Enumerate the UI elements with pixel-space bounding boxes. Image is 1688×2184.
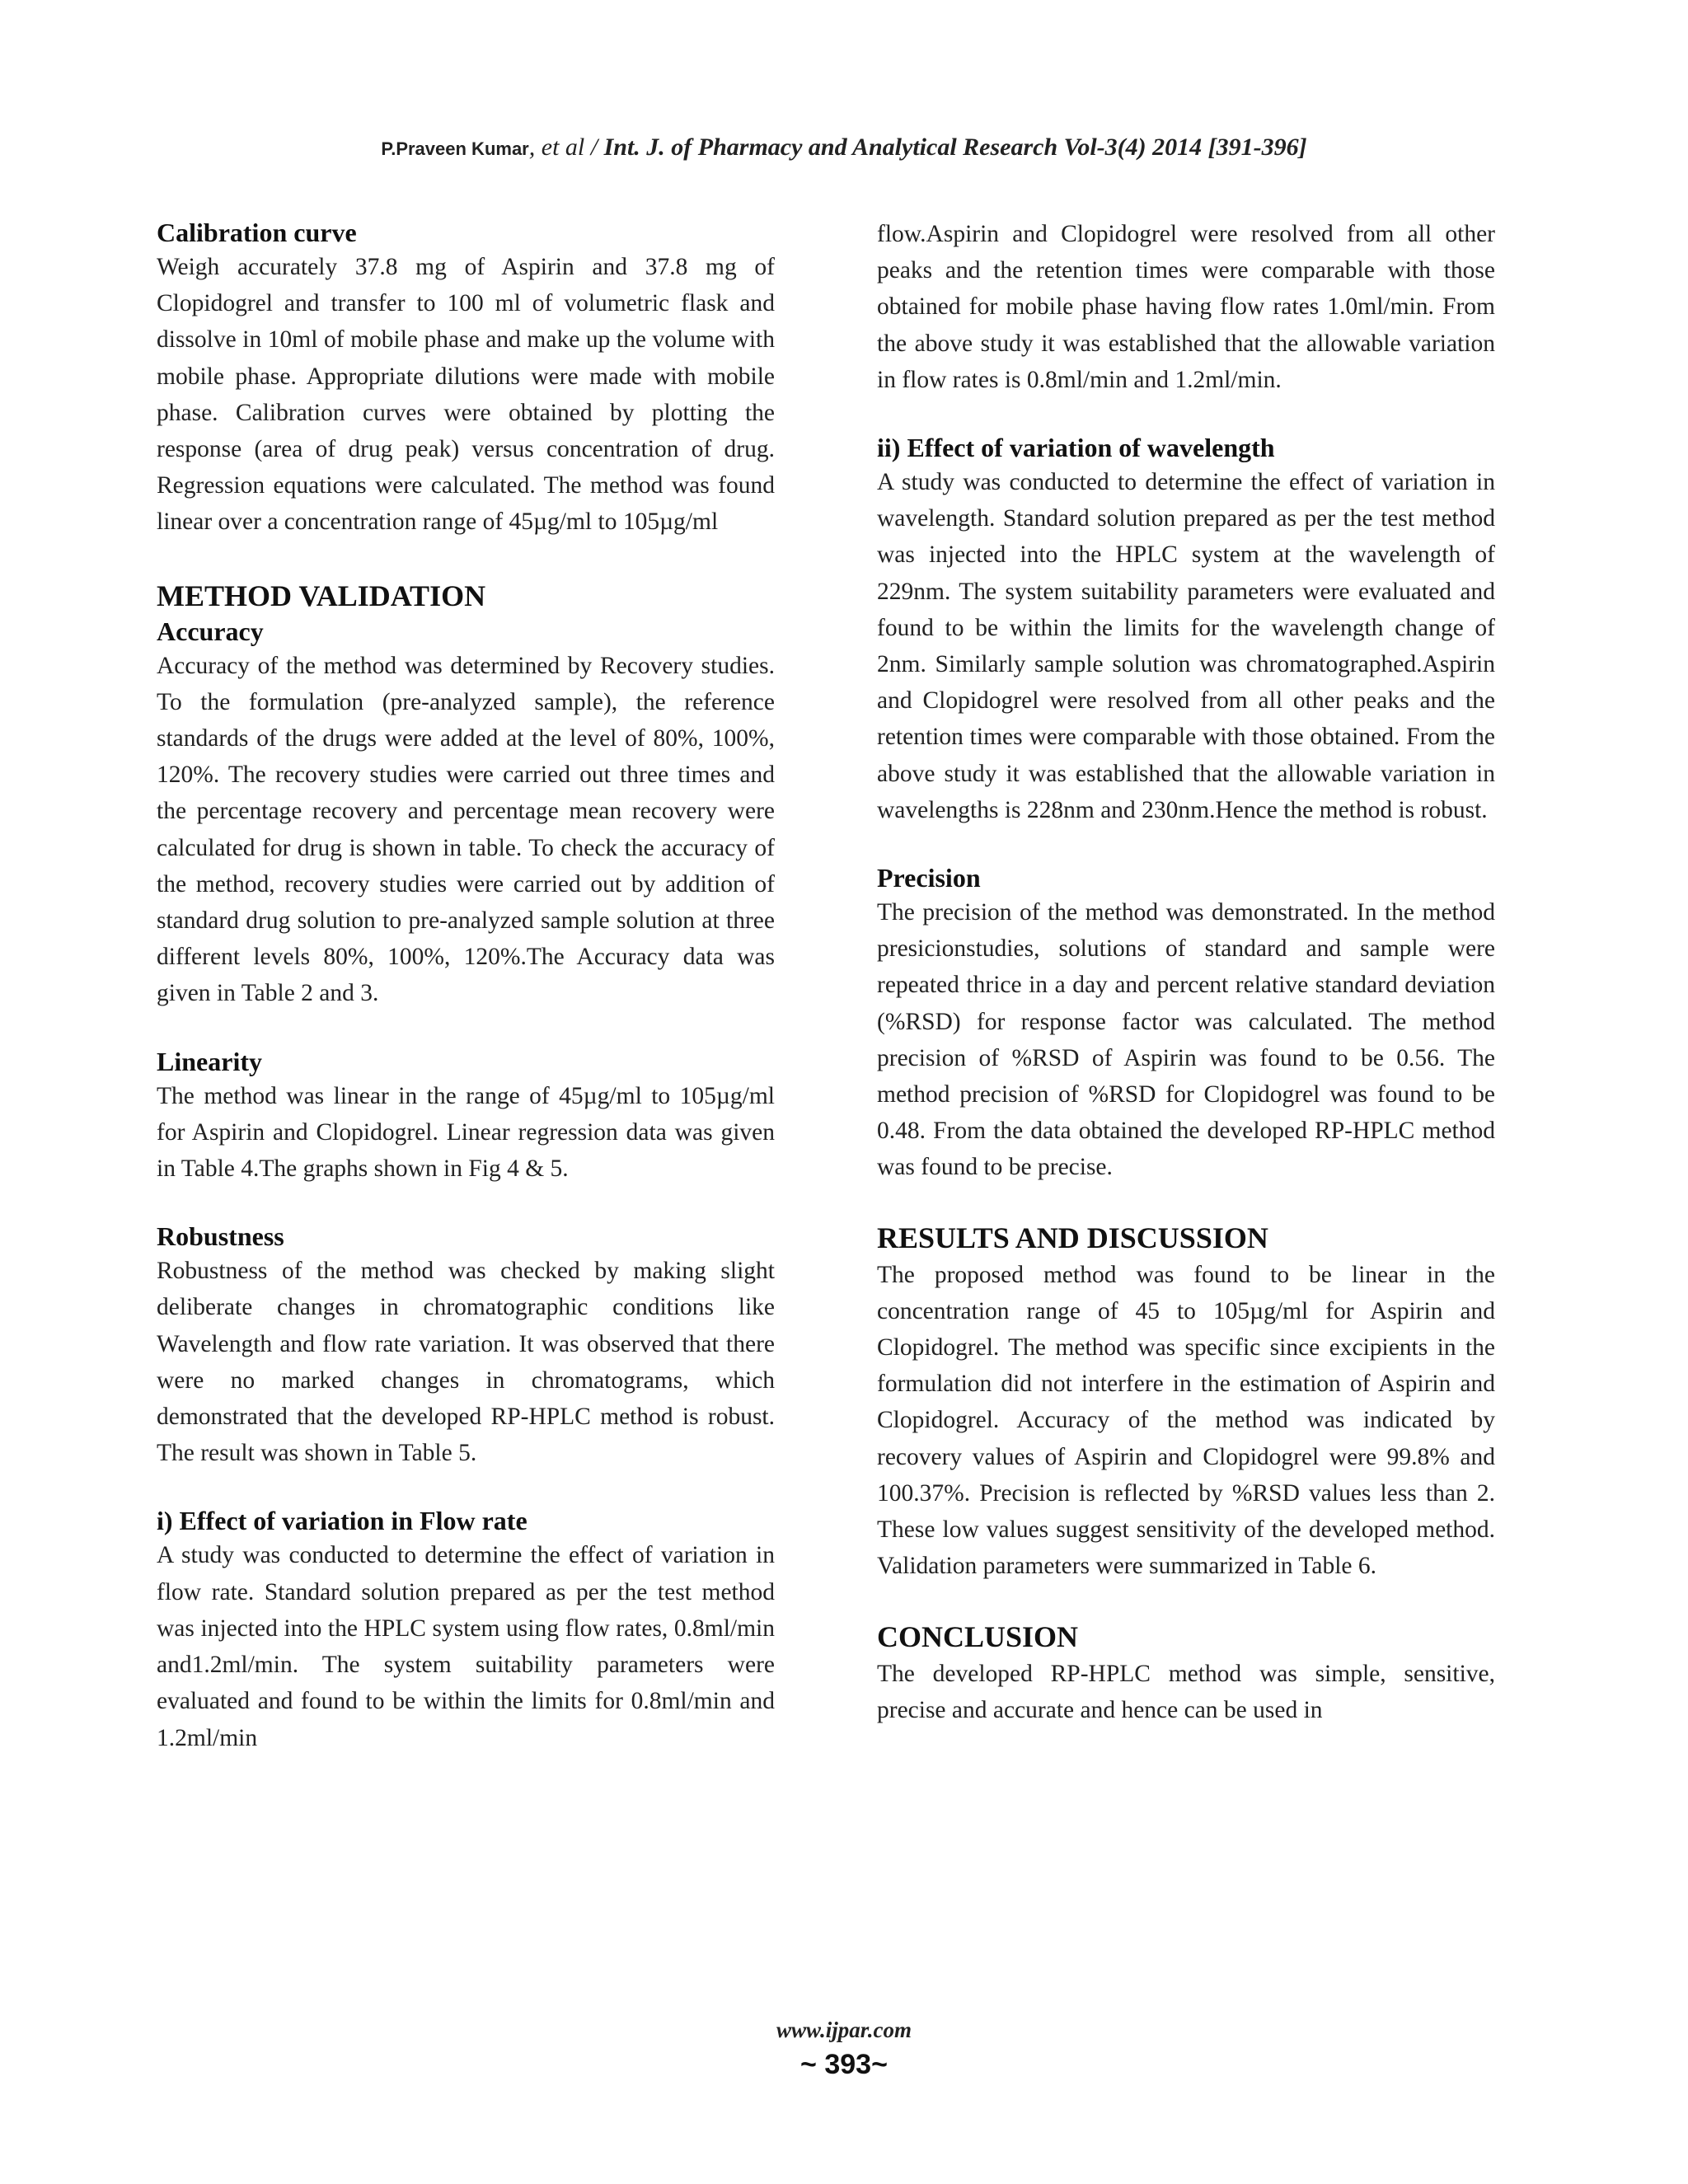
- wavelength-heading: ii) Effect of variation of wavelength: [877, 433, 1275, 463]
- left-column: [157, 216, 775, 1756]
- robustness-text: Robustness of the method was checked by making slight deliberate changes in chromatographic conditions like Wavelength and flow rate variation. It was observed that there were no marked changes in chromatograms, which demonstrated that the developed RP-HPLC method is robust. The result was shown in Table 5.: [157, 1258, 775, 1467]
- flow-rate-heading: i) Effect of variation in Flow rate: [157, 1506, 528, 1536]
- linearity-text: The method was linear in the range of 45µg/ml to 105µg/ml for Aspirin and Clopidogrel. Linear regression data was given in Table 4.The graphs shown in Fig 4 & 5.: [157, 1082, 775, 1183]
- conclusion-text: The developed RP-HPLC method was simple, sensitive, precise and accurate and hence can be used in: [877, 1660, 1495, 1723]
- header-journal: Int. J. of Pharmacy and Analytical Research Vol-3(4) 2014 [391-396]: [598, 134, 1307, 161]
- header-etal: , et al /: [528, 134, 598, 161]
- results-heading: RESULTS AND DISCUSSION: [877, 1221, 1268, 1254]
- precision-text: The precision of the method was demonstrated. In the method presicionstudies, solutions of standard and sample were repeated thrice in a day and percent relative standard deviation (%RSD) for response factor was calculated. The method precision of %RSD of Aspirin was found to be 0.56. The method precision of %RSD for Clopidogrel was found to be 0.48. From the data obtained the developed RP-HPLC method was found to be precise.: [877, 899, 1495, 1181]
- accuracy-text: Accuracy of the method was determined by Recovery studies. To the formulation (pre-analyzed sample), the reference standards of the drugs were added at the level of 80%, 100%, 120%. The recovery studies were carried out three times and the percentage recovery and percentage mean recovery were calculated for drug is shown in table. To check the accuracy of the method, recovery studies were carried out by addition of standard drug solution to pre-analyzed sample solution at three different levels 80%, 100%, 120%.The Accuracy data was given in Table 2 and 3.: [157, 652, 775, 1007]
- linearity-heading: Linearity: [157, 1046, 262, 1076]
- accuracy-heading: Accuracy: [157, 616, 264, 646]
- results-text: The proposed method was found to be linear in the concentration range of 45 to 105µg/ml for Aspirin and Clopidogrel. The method was specific since excipients in the formulation did not interfere in the estimation of Aspirin and Clopidogrel. Accuracy of the method was indicated by recovery values of Aspirin and Clopidogrel were 99.8% and 100.37%. Precision is reflected by %RSD values less than 2. These low values suggest sensitivity of the developed method. Validation parameters were summarized in Table 6.: [877, 1261, 1495, 1580]
- calibration-text: Weigh accurately 37.8 mg of Aspirin and 37.8 mg of Clopidogrel and transfer to 100 ml of volumetric flask and dissolve in 10ml of mobile phase and make up the volume with mobile phase. Appropriate dilutions were made with mobile phase. Calibration curves were obtained by plotting the response (area of drug peak) versus concentration of drug. Regression equations were calculated. The method was found linear over a concentration range of 45µg/ml to 105µg/ml: [157, 254, 775, 536]
- robustness-heading: Robustness: [157, 1221, 284, 1252]
- footer-url: www.ijpar.com: [776, 2018, 912, 2042]
- calibration-heading: Calibration curve: [157, 218, 357, 247]
- conclusion-heading: CONCLUSION: [877, 1619, 1079, 1653]
- precision-heading: Precision: [877, 863, 981, 893]
- header-author: P.Praveen Kumar: [381, 138, 529, 159]
- page-number: ~ 393~: [800, 2049, 888, 2080]
- flow-rate-continued-text: flow.Aspirin and Clopidogrel were resolved from all other peaks and the retention times were comparable with those obtained for mobile phase having flow rates 1.0ml/min. From the above study it was established that the allowable variation in flow rates is 0.8ml/min and 1.2ml/min.: [877, 221, 1495, 393]
- wavelength-text: A study was conducted to determine the effect of variation in wavelength. Standard solution prepared as per the test method was injected into the HPLC system at the wavelength of 229nm. The system suitability parameters were evaluated and found to be within the limits for the wavelength change of 2nm. Similarly sample solution was chromatographed.Aspirin and Clopidogrel were resolved from all other peaks and the retention times were comparable with those obtained. From the above study it was established that the allowable variation in wavelengths is 228nm and 230nm.Hence the method is robust.: [877, 469, 1495, 823]
- flow-rate-text: A study was conducted to determine the effect of variation in flow rate. Standard solution prepared as per the test method was injected into the HPLC system using flow rates, 0.8ml/min and1.2ml/min. The system suitability parameters were evaluated and found to be within the limits for 0.8ml/min and 1.2ml/min: [157, 1542, 775, 1751]
- right-column: [877, 216, 1495, 1728]
- method-validation-heading: METHOD VALIDATION: [157, 579, 486, 612]
- running-header: [0, 134, 1688, 162]
